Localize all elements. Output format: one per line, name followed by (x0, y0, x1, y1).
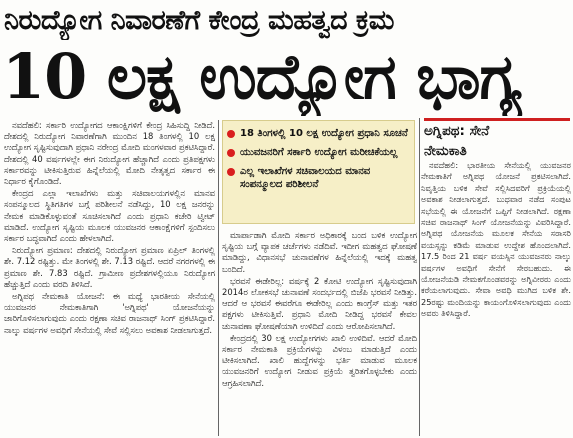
main-headline: 10 ಲಕ್ಷ ಉದ್ಯೋಗ ಭಾಗ್ಯ (2, 40, 521, 113)
highlight-item (227, 165, 410, 191)
middle-paragraph: ಭರವಸೆ ಈಡೇರಿಲ್ಲ: ವರ್ಷಕ್ಕೆ 2 ಕೋಟಿ ಉದ್ಯೋಗ ಸೃಷ್ಟಿಸುವುದಾಗಿ 2014ರ ಲೋಕಸಭೆ ಚುನಾವಣೆ ಸಂದರ್ಭದಲ್ಲಿ ಬಿಜೆಪಿ ಭರವಸೆ ನೀಡಿತ್ತು. ಆದರೆ ಆ ಭರವಸೆ ಈವರೆಗೂ ಈಡೇರಿಲ್ಲ ಎಂದು ಕಾಂಗ್ರೆಸ್ ಮತ್ತು ಇತರ ಪಕ್ಷಗಳು ಟೀಕಿಸುತ್ತಿವೆ. ಪ್ರಧಾನಿ ಮೋದಿ ನೀಡಿದ್ದ ಭರವಸೆ ಕೇವಲ ಚುನಾವಣಾ ಘೋಷಣೆಯಾಗಿ ಉಳಿದಿದೆ ಎಂದು ಆರೋಪಿಸಲಾಗಿದೆ. (222, 275, 417, 331)
highlight-text: ಎಲ್ಲ ಇಲಾಖೆಗಳ ಸಚಿವಾಲಯದ ಮಾನವ ಸಂಪನ್ಮೂಲದ ಪರಿಶೀಲನೆ (240, 166, 371, 190)
right-paragraph: ನವದೆಹಲಿ: ಭಾರತೀಯ ಸೇನೆಯಲ್ಲಿ ಯುವಜನರ ನೇಮಕಾತಿಗೆ ಅಗ್ನಿಪಥ ಯೋಜನೆ ಪ್ರಕಟಿಸಲಾಗಿದೆ. ನಿವೃತ್ತಿಯ ಬಳಿಕ ಸೇವೆ ಸಲ್ಲಿಸಿದವರಿಗೆ ಪ್ರಕ್ರಿಯೆಯಲ್ಲಿ ಅವಕಾಶ ನೀಡಲಾಗುತ್ತದೆ. ಬುಧವಾರ ನಡೆದ ಸಂಪುಟ ಸಭೆಯಲ್ಲಿ ಈ ಯೋಜನೆಗೆ ಒಪ್ಪಿಗೆ ನೀಡಲಾಗಿದೆ. ರಕ್ಷಣಾ ಸಚಿವ ರಾಜನಾಥ್ ಸಿಂಗ್ ಯೋಜನೆಯನ್ನು ವಿವರಿಸಿದ್ದಾರೆ. ಅಗ್ನಿಪಥ ಯೋಜನೆಯ ಮೂಲಕ ಸೇನೆಯ ಸರಾಸರಿ ವಯಸ್ಸನ್ನು ಕಡಿಮೆ ಮಾಡುವ ಉದ್ದೇಶ ಹೊಂದಲಾಗಿದೆ. 17.5 ರಿಂದ 21 ವರ್ಷ ವಯಸ್ಸಿನ ಯುವಜನರು ನಾಲ್ಕು ವರ್ಷಗಳ ಅವಧಿಗೆ ಸೇನೆಗೆ ಸೇರಬಹುದು. ಈ ಯೋಜನೆಯಡಿ ನೇಮಕಗೊಂಡವರನ್ನು ಅಗ್ನಿವೀರರು ಎಂದು ಕರೆಯಲಾಗುವುದು. ಸೇವಾ ಅವಧಿ ಮುಗಿದ ಬಳಿಕ ಶೇ. 25ರಷ್ಟು ಮಂದಿಯನ್ನು ಕಾಯಂಗೊಳಿಸಲಾಗುವುದು ಎಂದು ಅವರು ತಿಳಿಸಿದ್ದಾರೆ. (421, 160, 571, 319)
column-divider (218, 120, 219, 436)
red-bullet-icon (227, 168, 235, 176)
middle-paragraph: ಕೇಂದ್ರದಲ್ಲಿ 30 ಲಕ್ಷ ಉದ್ಯೋಗಗಳು ಖಾಲಿ ಉಳಿದಿವೆ. ಆದರೆ ಮೋದಿ ಸರ್ಕಾರ ನೇಮಕಾತಿ ಪ್ರಕ್ರಿಯೆಗಳನ್ನು ವಿಳಂಬ ಮಾಡುತ್ತಿದೆ ಎಂದು ಟೀಕಿಸಲಾಗಿದೆ. ಖಾಲಿ ಹುದ್ದೆಗಳನ್ನು ಭರ್ತಿ ಮಾಡುವ ಮೂಲಕ ಯುವಜನರಿಗೆ ಉದ್ಯೋಗ ನೀಡುವ ಪ್ರಕ್ರಿಯೆ ತ್ವರಿತಗೊಳ್ಳಬೇಕು ಎಂದು ಆಗ್ರಹಿಸಲಾಗಿದೆ. (222, 332, 417, 388)
column-divider (419, 118, 420, 436)
editorial-title-line1: ಅಗ್ನಿಪಥ: ಸೇನೆ (424, 123, 490, 139)
highlight-text: 18 ತಿಂಗಳಲ್ಲಿ 10 ಲಕ್ಷ ಉದ್ಯೋಗ ಪ್ರಧಾನಿ ಸೂಚನೆ (240, 128, 408, 139)
red-bullet-icon (227, 149, 235, 157)
highlight-item (227, 127, 410, 140)
kicker-headline: ನಿರುದ್ಯೋಗ ನಿವಾರಣೆಗೆ ಕೇಂದ್ರ ಮಹತ್ವದ ಕ್ರಮ (4, 5, 394, 36)
highlight-item (227, 146, 410, 159)
left-paragraph: ನಿರುದ್ಯೋಗ ಪ್ರಮಾಣ: ದೇಶದಲ್ಲಿ ನಿರುದ್ಯೋಗ ಪ್ರಮಾಣ ಏಪ್ರಿಲ್ ತಿಂಗಳಲ್ಲಿ ಶೇ. 7.12 ರಷ್ಟಿತ್ತು. ಮೇ ತಿಂಗಳಲ್ಲಿ ಶೇ. 7.13 ರಷ್ಟಿದೆ. ಆದರೆ ನಗರಗಳಲ್ಲಿ ಈ ಪ್ರಮಾಣ ಶೇ. 7.83 ರಷ್ಟಿದೆ. ಗ್ರಾಮೀಣ ಪ್ರದೇಶಗಳಲ್ಲಿಯೂ ನಿರುದ್ಯೋಗ ಹೆಚ್ಚುತ್ತಿದೆ ಎಂದು ವರದಿ ತಿಳಿಸಿದೆ. (4, 245, 215, 289)
left-paragraph: ನವದೆಹಲಿ: ಸರ್ಕಾರಿ ಉದ್ಯೋಗದ ಆಕಾಂಕ್ಷಿಗಳಿಗೆ ಕೇಂದ್ರ ಸಿಹಿಸುದ್ದಿ ನೀಡಿದೆ. ದೇಶದಲ್ಲಿ ನಿರುದ್ಯೋಗ ನಿವಾರಣೆಗಾಗಿ ಮುಂದಿನ 18 ತಿಂಗಳಲ್ಲಿ 10 ಲಕ್ಷ ಉದ್ಯೋಗ ಸೃಷ್ಟಿಸುವುದಾಗಿ ಪ್ರಧಾನಿ ನರೇಂದ್ರ ಮೋದಿ ಮಂಗಳವಾರ ಪ್ರಕಟಿಸಿದ್ದಾರೆ. ದೇಶದಲ್ಲಿ 40 ವರ್ಷಗಳಲ್ಲೇ ಈಗ ನಿರುದ್ಯೋಗ ಹೆಚ್ಚಾಗಿದೆ ಎಂದು ಪ್ರತಿಪಕ್ಷಗಳು ಸರ್ಕಾರವನ್ನು ಟೀಕಿಸುತ್ತಿರುವ ಹಿನ್ನೆಲೆಯಲ್ಲಿ ಮೋದಿ ನೇತೃತ್ವದ ಸರ್ಕಾರ ಈ ನಿರ್ಧಾರ ಕೈಗೊಂಡಿದೆ. (4, 120, 215, 187)
middle-column (222, 230, 417, 436)
middle-paragraph: ಮಾರ್ಪಾಡಾಗಿ ಮೋದಿ ಸರ್ಕಾರ ಅಧಿಕಾರಕ್ಕೆ ಬಂದ ಬಳಿಕ ಉದ್ಯೋಗ ಸೃಷ್ಟಿಯ ಬಗ್ಗೆ ವ್ಯಾಪಕ ಚರ್ಚೆಗಳು ನಡೆದಿವೆ. ಇದೀಗ ಮಹತ್ವದ ಘೋಷಣೆ ಮಾಡಿದ್ದು, ವಿಧಾನಸಭೆ ಚುನಾವಣೆಗಳ ಹಿನ್ನೆಲೆಯಲ್ಲಿ ಇದಕ್ಕೆ ಮಹತ್ವ ಬಂದಿದೆ. (222, 230, 417, 274)
left-paragraph: ಅಗ್ನಿಪಥ ನೇಮಕಾತಿ ಯೋಜನೆ: ಈ ಮಧ್ಯೆ ಭಾರತೀಯ ಸೇನೆಯಲ್ಲಿ ಯುವಜನರ ನೇಮಕಾತಿಗಾಗಿ 'ಅಗ್ನಿಪಥ' ಯೋಜನೆಯನ್ನು ಜಾರಿಗೊಳಿಸಲಾಗುವುದು ಎಂದು ರಕ್ಷಣಾ ಸಚಿವ ರಾಜನಾಥ್ ಸಿಂಗ್ ಪ್ರಕಟಿಸಿದ್ದಾರೆ. ನಾಲ್ಕು ವರ್ಷಗಳ ಅವಧಿಗೆ ಸೇನೆಯಲ್ಲಿ ಸೇವೆ ಸಲ್ಲಿಸಲು ಅವಕಾಶ ನೀಡಲಾಗುತ್ತದೆ. (4, 291, 215, 335)
left-column (4, 120, 215, 436)
right-column (421, 160, 571, 436)
highlight-text: ಯುವಜನರಿಗೆ ಸರ್ಕಾರಿ ಉದ್ಯೋಗ ಮರೀಚಿಕೆಯಲ್ಲ (240, 147, 398, 158)
left-paragraph: ಕೇಂದ್ರದ ಎಲ್ಲಾ ಇಲಾಖೆಗಳು ಮತ್ತು ಸಚಿವಾಲಯಗಳಲ್ಲಿನ ಮಾನವ ಸಂಪನ್ಮೂಲದ ಸ್ಥಿತಿಗತಿಗಳ ಬಗ್ಗೆ ಪರಿಶೀಲನೆ ನಡೆಸಿದ್ದು, 10 ಲಕ್ಷ ಜನರನ್ನು ನೇಮಕ ಮಾಡಿಕೊಳ್ಳುವಂತೆ ಸೂಚಿಸಲಾಗಿದೆ ಎಂದು ಪ್ರಧಾನಿ ಕಚೇರಿ ಟ್ವೀಟ್ ಮಾಡಿದೆ. ಉದ್ಯೋಗ ಸೃಷ್ಟಿಯ ಮೂಲಕ ಯುವಜನರ ಆಕಾಂಕ್ಷೆಗಳಿಗೆ ಸ್ಪಂದಿಸಲು ಸರ್ಕಾರ ಬದ್ಧವಾಗಿದೆ ಎಂದು ಹೇಳಲಾಗಿದೆ. (4, 188, 215, 244)
editorial-title-line2: ನೇಮಕಾತಿ (424, 143, 467, 159)
highlights-box (222, 120, 415, 224)
editorial-title (424, 118, 570, 161)
red-bullet-icon (227, 130, 235, 138)
